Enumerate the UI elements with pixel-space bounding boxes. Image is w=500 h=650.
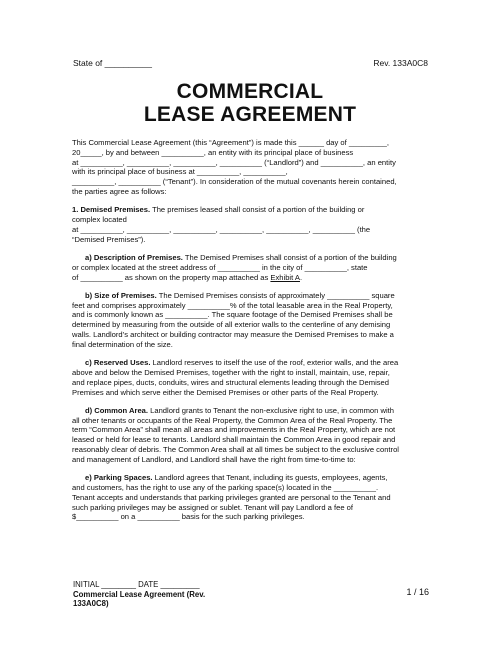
intro-paragraph: This Commercial Lease Agreement (this “Agreement”) is made this ______ day of _________, 20_____, by and between __________, an entity with its principal place of business at __________, __________, __________, __________ (“Landlord”) and __________, an entity with its principal place of business at __________, __________, __________, __________ (“Tenant”). In consideration of the mutual covenants herein contained, the parties agree as follows: xyxy=(72,138,397,196)
section-text: Landlord agrees that Tenant, including its guests, employees, agents, and customers, has the right to use any of the parking space(s) located in the __________. Tenant accepts and understands that parking privileges granted are personal to the Tenant and such parking privileges may be assigned or sublet. Tenant will pay Landlord a fee of $__________ on a __________ basis for the such parking privileges. xyxy=(72,473,391,522)
document-title-line1: COMMERCIAL xyxy=(176,80,324,103)
footer-doc-title xyxy=(73,587,429,609)
section-common-area xyxy=(72,406,430,465)
section-heading: 1. Demised Premises. xyxy=(72,205,151,215)
section-text: The premises leased shall consist of a portion of the building or complex located at __________, __________, __________, __________, __________, __________ (the “Demised Premises”). xyxy=(72,205,371,244)
section-text: The Demised Premises consists of approximately __________ square feet and comprises approximately __________% of the total leasable area in the Real Property, and is commonly known as __________. The square footage of the Demised Premises shall be determined by measuring from the outside of all exterior walls to the centerline of any demising walls. Landlord’s architect or building contractor may measure the Demised Premises to make a final determination of the size. xyxy=(72,290,395,349)
footer-rev-text: (Rev. 133A0C8) xyxy=(73,589,206,609)
section-heading: c) Reserved Uses. xyxy=(85,358,151,368)
page-number: 1 / 16 xyxy=(406,587,429,597)
page-footer xyxy=(73,580,429,609)
section-heading: a) Description of Premises. xyxy=(85,252,183,262)
section-text: Landlord grants to Tenant the non-exclusive right to use, in common with all other tenants or occupants of the Real Property, the Common Area of the Real Property. The term “Common Area” shall mean all areas and improvements in the Real Property, which are not leased or held for lease to tenants. Landlord shall maintain the Common Area in good repair and reasonably clear of debris. The Common Area shall at all times be subject to the exclusive control and management of Landlord, and Landlord shall have the right from time-to-time to: xyxy=(72,405,399,464)
section-demised-premises xyxy=(72,205,430,244)
exhibit-a-link[interactable]: Exhibit A xyxy=(270,272,300,282)
section-heading: e) Parking Spaces. xyxy=(85,473,153,483)
section-heading: d) Common Area. xyxy=(85,405,149,415)
section-heading: b) Size of Premises. xyxy=(85,290,157,300)
section-description-of-premises xyxy=(72,253,430,282)
footer-title-text: Commercial Lease Agreement xyxy=(73,589,185,599)
section-parking-spaces xyxy=(72,473,430,522)
section-text: The Demised Premises shall consist of a portion of the building or complex located at the street address of __________ in the city of __________, state of __________ as shown on the property map attached as xyxy=(72,252,397,282)
section-text-end: . xyxy=(299,272,303,282)
initial-date-line: INITIAL ________ DATE _________ xyxy=(73,580,200,589)
section-size-of-premises xyxy=(72,291,430,350)
section-reserved-uses xyxy=(72,358,430,397)
document-body xyxy=(72,138,430,531)
document-title-line2: LEASE AGREEMENT xyxy=(143,103,357,126)
state-field: State of __________ xyxy=(73,58,152,68)
section-text: Landlord reserves to itself the use of the roof, exterior walls, and the area above and below the Demised Premises, together with the right to install, maintain, use, repair, and replace pipes, ducts, conduits, wires and structural elements leading through the Demised Premises and which serve either the Demised Premises or other parts of the Real Property. xyxy=(72,358,399,397)
revision-code: Rev. 133A0C8 xyxy=(373,58,428,68)
